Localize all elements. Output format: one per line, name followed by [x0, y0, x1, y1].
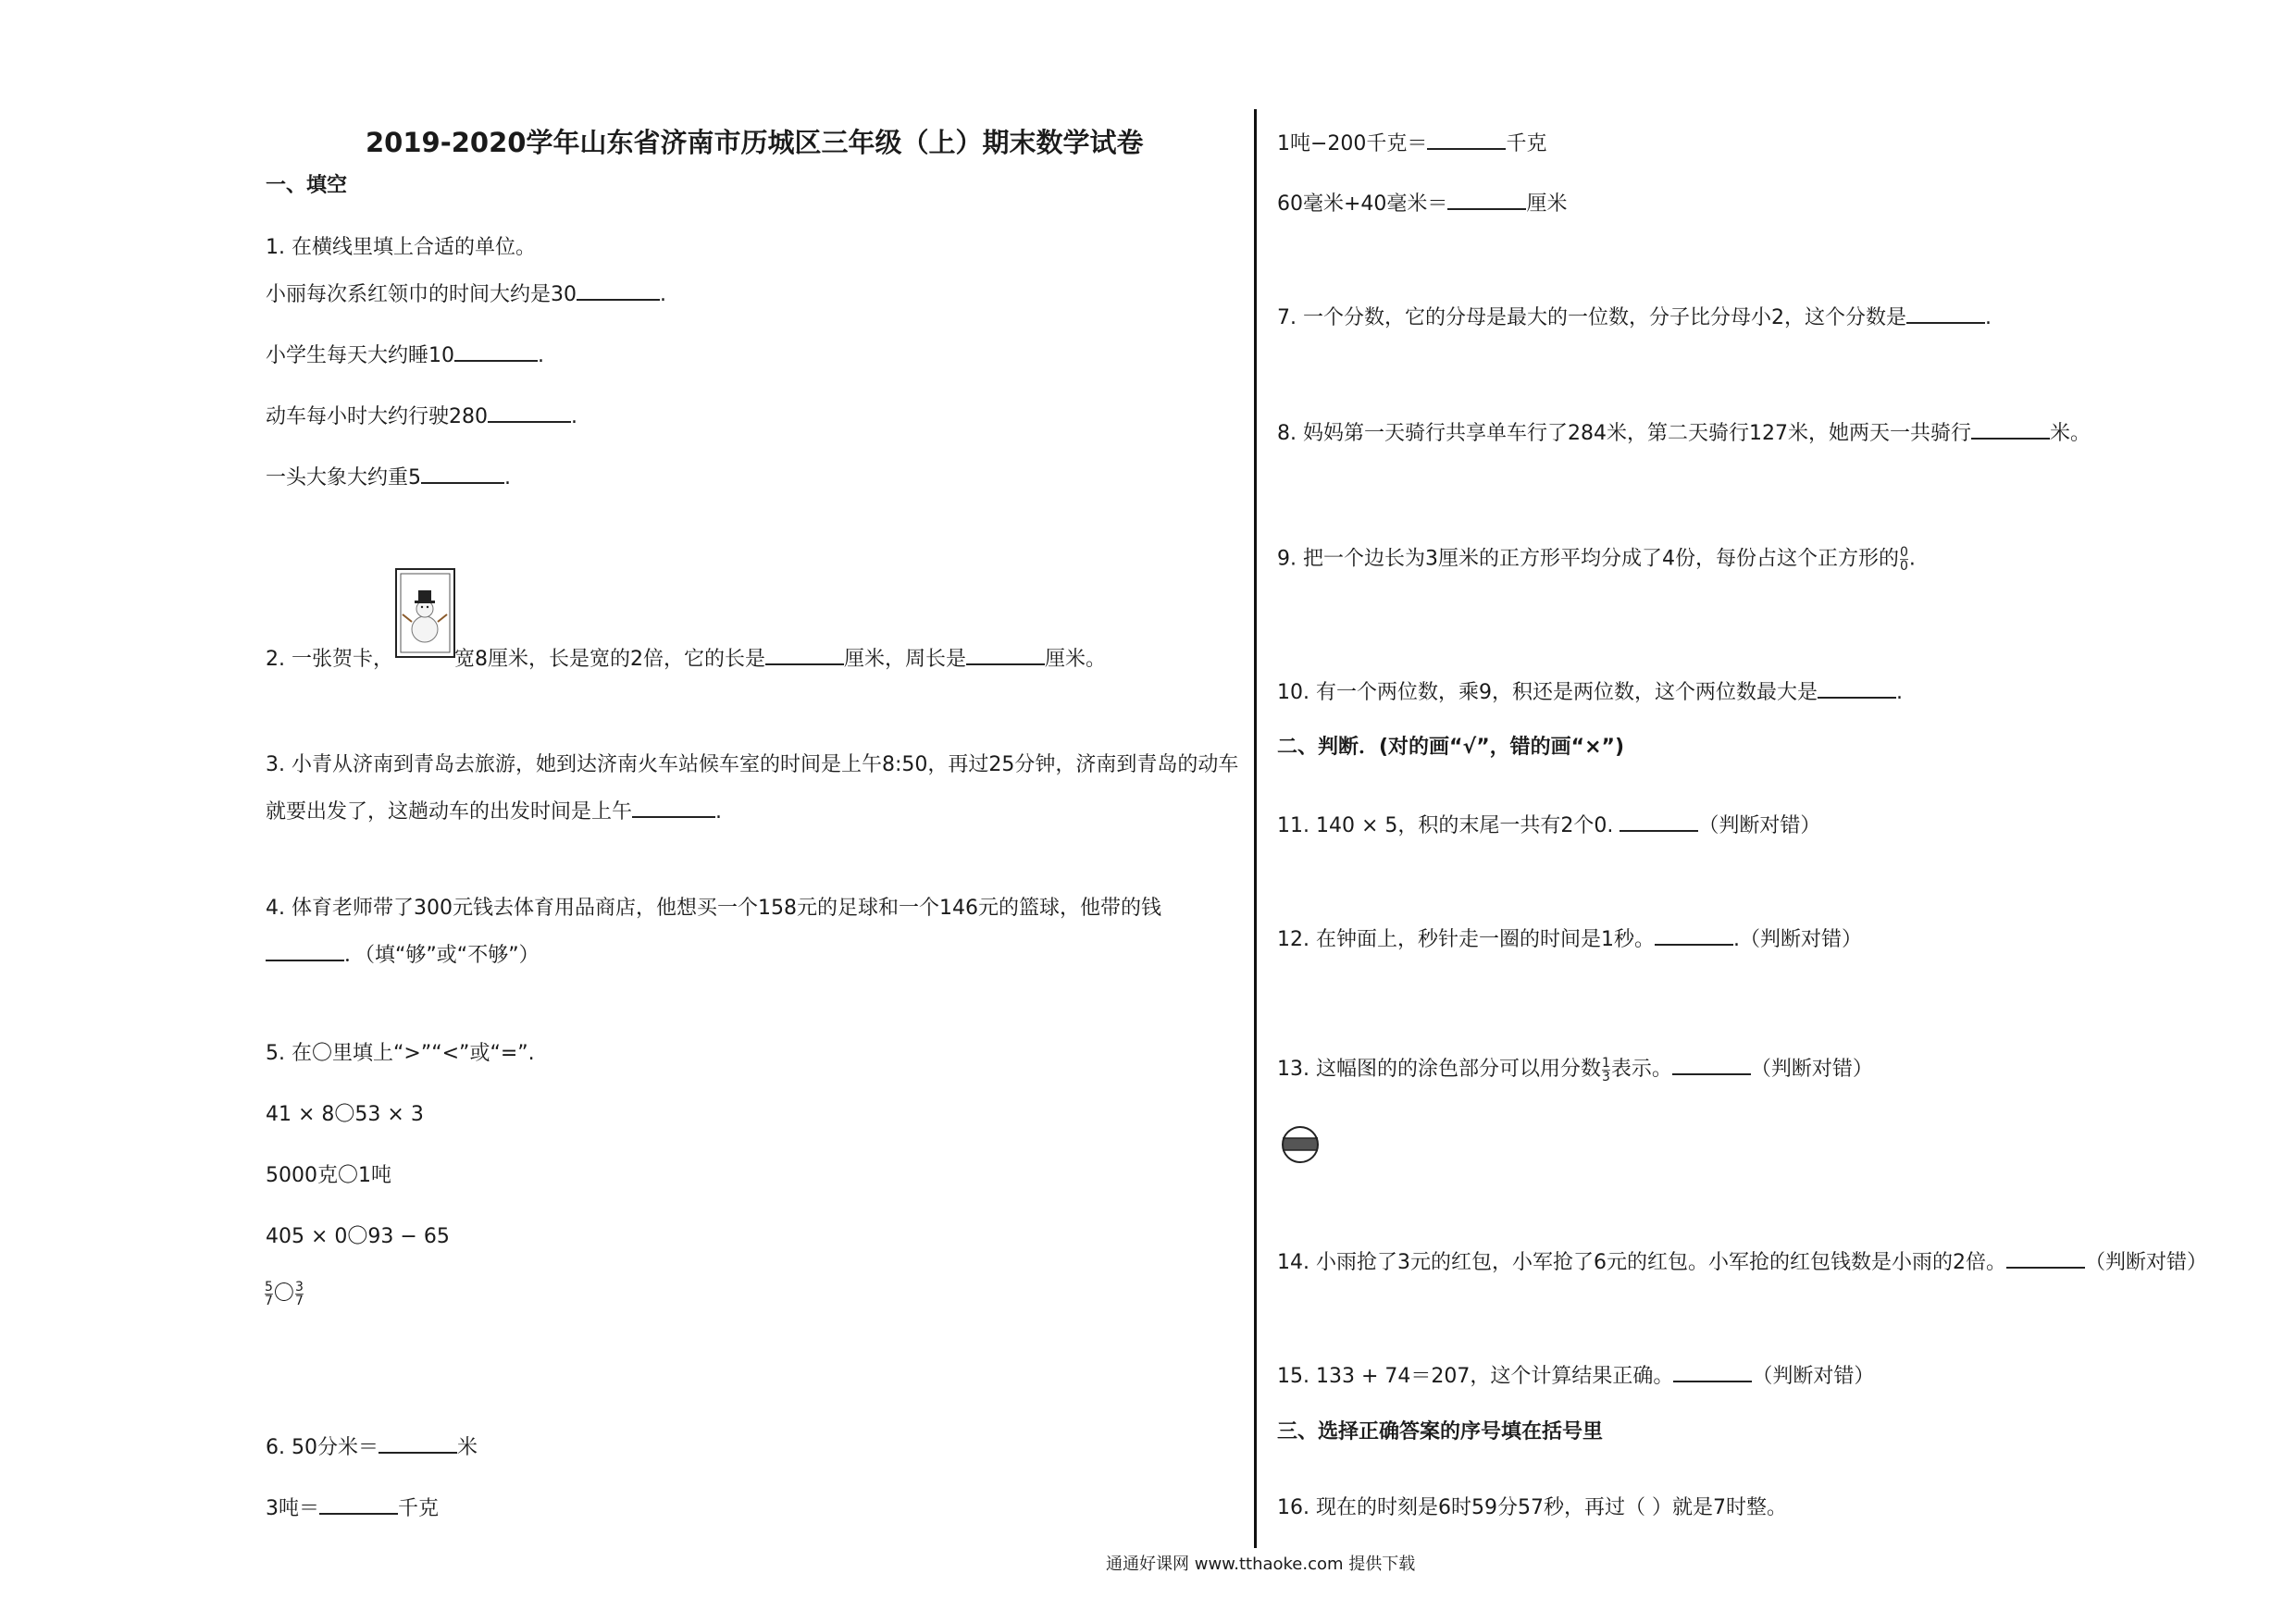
shaded-circle-figure: [1281, 1125, 1320, 1164]
question-16: 16. 现在的时刻是6时59分57秒，再过（ ）就是7时整。: [1277, 1496, 1787, 1519]
question-12: 12. 在钟面上，秒针走一圈的时间是1秒。 .（判断对错）: [1277, 925, 1862, 952]
question-3-line2: 就要出发了，这趟动车的出发时间是上午 .: [266, 798, 722, 824]
section-heading-fill: 一、填空: [266, 174, 348, 197]
question-2: 2. 一张贺卡， 宽8厘米，长是宽的2倍，它的长是 厘米，周长是 厘米。: [266, 645, 1106, 672]
answer-blank[interactable]: [454, 341, 538, 362]
question-13: 13. 这幅图的的涂色部分可以用分数 $\frac{1}{3}$ 表示。 （判断对错）: [1277, 1055, 1873, 1084]
answer-blank[interactable]: [2006, 1248, 2085, 1269]
answer-blank[interactable]: [1427, 130, 1506, 150]
question-5a: 41 × 8〇53 × 3: [266, 1103, 424, 1126]
question-6a: 6. 50分米＝ 米: [266, 1433, 478, 1460]
question-1a: 小丽每次系红领巾的时间大约是30 .: [266, 280, 666, 307]
question-10: 10. 有一个两位数，乘9，积还是两位数，这个两位数最大是 .: [1277, 678, 1903, 705]
question-1-stem: 1. 在横线里填上合适的单位。: [266, 236, 536, 259]
answer-blank[interactable]: [966, 645, 1045, 665]
answer-blank[interactable]: [266, 941, 344, 961]
question-1c: 动车每小时大约行驶280 .: [266, 403, 577, 429]
section-heading-judge: 二、判断．(对的画“√”，错的画“×”): [1277, 736, 1625, 759]
question-5-stem: 5. 在〇里填上“>”“<”或“=”.: [266, 1042, 535, 1065]
question-5c: 405 × 0〇93 − 65: [266, 1225, 450, 1248]
question-5d: $\frac{5}{7}$ 〇 $\frac{3}{7}$: [265, 1280, 304, 1308]
question-6d: 60毫米+40毫米＝ 厘米: [1277, 190, 1567, 217]
page-title: 2019-2020学年山东省济南市历城区三年级（上）期末数学试卷: [366, 127, 1144, 158]
question-6b: 3吨＝ 千克: [266, 1494, 439, 1521]
question-14: 14. 小雨抢了3元的红包，小军抢了6元的红包。小军抢的红包钱数是小雨的2倍。 （判断对错）: [1277, 1248, 2207, 1275]
answer-blank[interactable]: [379, 1433, 457, 1454]
answer-blank[interactable]: [488, 403, 571, 423]
question-9: 9. 把一个边长为3厘米的正方形平均分成了4份，每份占这个正方形的 $\frac{0}{0}$ .: [1277, 545, 1916, 574]
fraction: $\frac{5}{7}$: [265, 1280, 273, 1308]
answer-blank[interactable]: [1818, 678, 1896, 699]
column-divider: [1254, 109, 1257, 1548]
question-1d: 一头大象大约重5 .: [266, 464, 511, 490]
question-5b: 5000克〇1吨: [266, 1164, 391, 1187]
question-4-line1: 4. 体育老师带了300元钱去体育用品商店，他想买一个158元的足球和一个146元的篮球，他带的钱: [266, 897, 1161, 920]
answer-blank[interactable]: [1971, 419, 2050, 440]
question-8: 8. 妈妈第一天骑行共享单车行了284米，第二天骑行127米，她两天一共骑行 米。: [1277, 419, 2091, 446]
question-3-line1: 3. 小青从济南到青岛去旅游，她到达济南火车站候车室的时间是上午8:50，再过25分钟，济南到青岛的动车: [266, 753, 1239, 776]
question-11: 11. 140 × 5，积的末尾一共有2个0. （判断对错）: [1277, 812, 1820, 838]
section-heading-choice: 三、选择正确答案的序号填在括号里: [1277, 1420, 1604, 1443]
answer-blank[interactable]: [632, 798, 715, 818]
answer-blank[interactable]: [1620, 812, 1698, 832]
answer-blank[interactable]: [1672, 1055, 1751, 1075]
answer-blank[interactable]: [1673, 1362, 1752, 1382]
question-6c: 1吨−200千克＝ 千克: [1277, 130, 1546, 156]
question-1b: 小学生每天大约睡10 .: [266, 341, 544, 368]
question-4-line2: ．（填“够”或“不够”）: [266, 941, 540, 968]
fraction: $\frac{3}{7}$: [294, 1280, 304, 1308]
answer-blank[interactable]: [1906, 304, 1985, 324]
answer-blank[interactable]: [765, 645, 844, 665]
answer-blank[interactable]: [1447, 190, 1526, 210]
answer-blank[interactable]: [577, 280, 660, 301]
fraction: $\frac{1}{3}$: [1601, 1055, 1610, 1084]
answer-blank[interactable]: [1655, 925, 1733, 946]
answer-blank[interactable]: [421, 464, 504, 484]
question-7: 7. 一个分数，它的分母是最大的一位数，分子比分母小2，这个分数是 .: [1277, 304, 1992, 330]
page-footer: 通通好课网 www.tthaoke.com 提供下载: [1106, 1555, 1416, 1574]
answer-blank[interactable]: [319, 1494, 398, 1515]
fraction: $\frac{0}{0}$: [1899, 545, 1908, 574]
question-15: 15. 133 + 74＝207，这个计算结果正确。 （判断对错）: [1277, 1362, 1874, 1389]
